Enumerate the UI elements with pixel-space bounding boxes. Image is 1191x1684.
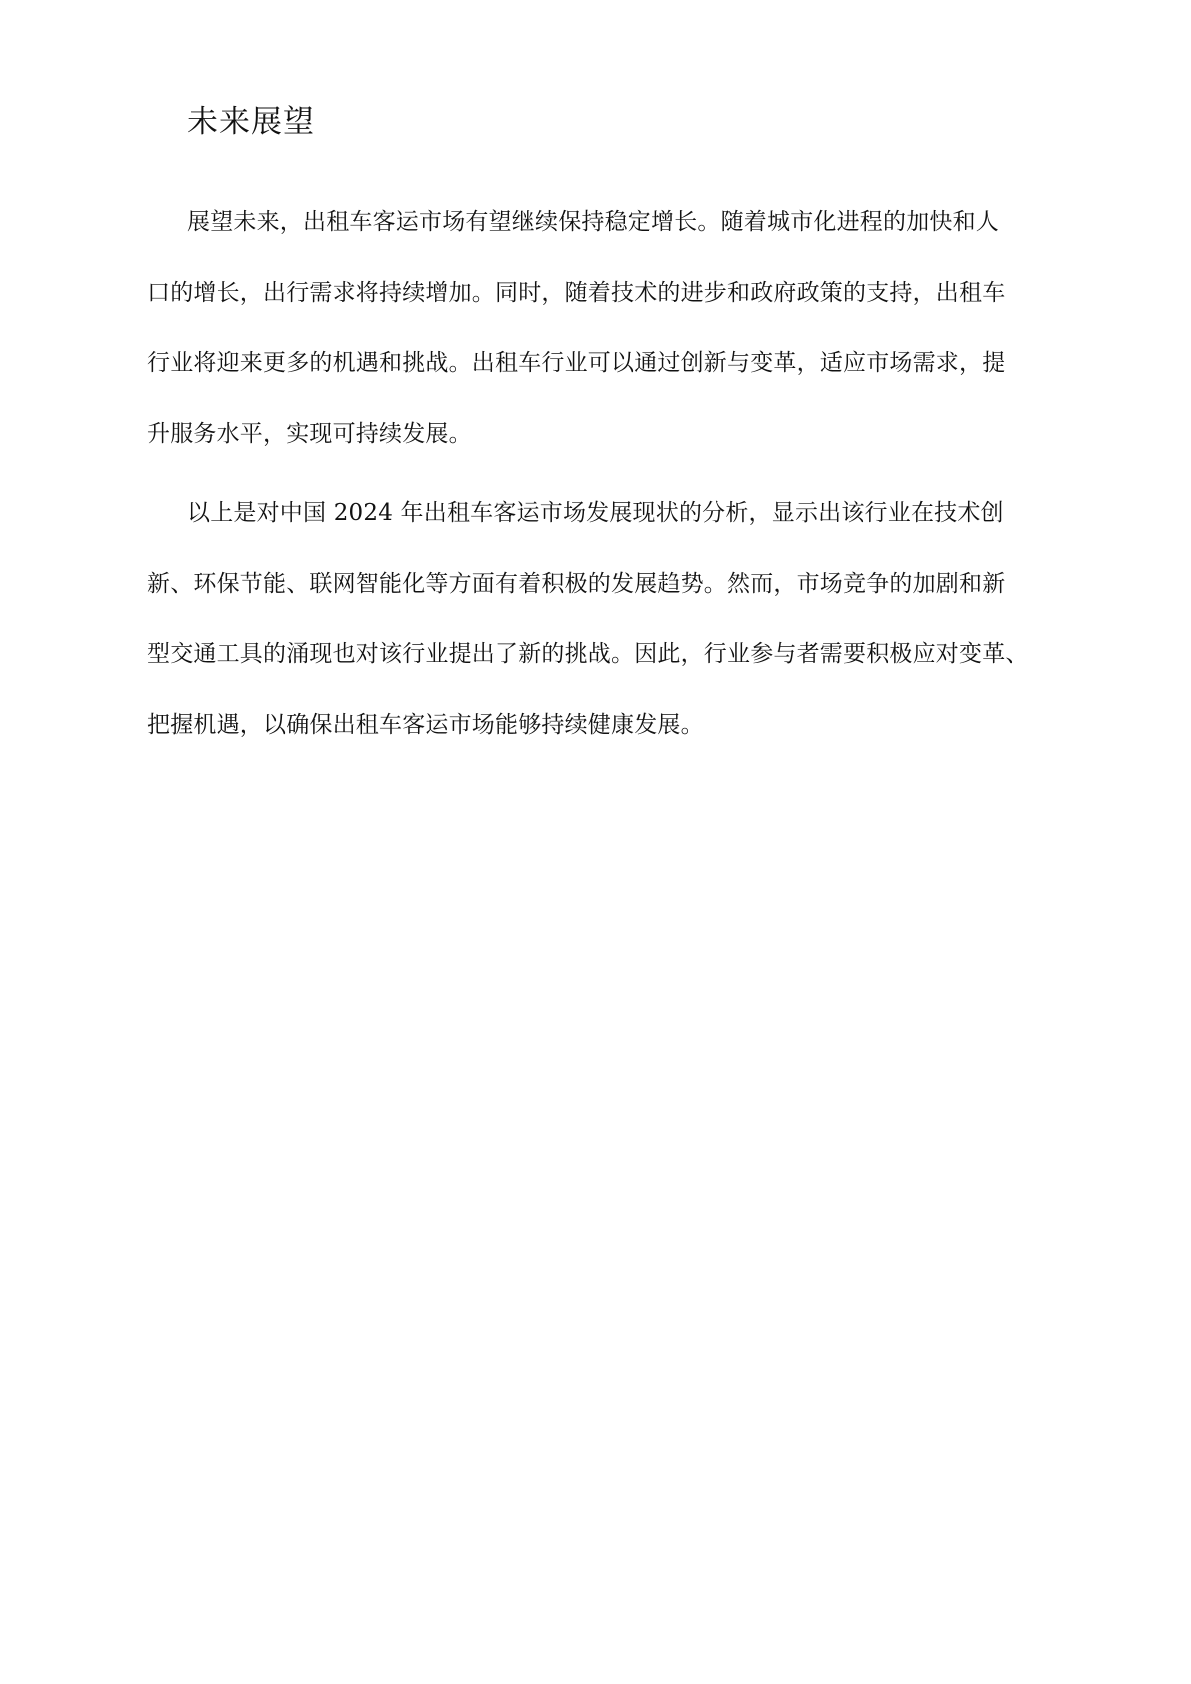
paragraph-line: 行业将迎来更多的机遇和挑战。出租车行业可以通过创新与变革，适应市场需求，提: [147, 350, 1006, 376]
paragraph-line: 展望未来，出租车客运市场有望继续保持稳定增长。随着城市化进程的加快和人: [187, 209, 999, 235]
section-heading: 未来展望: [187, 104, 315, 140]
paragraph-line: 口的增长，出行需求将持续增加。同时，随着技术的进步和政府政策的支持，出租车: [147, 280, 1006, 306]
paragraph-line: 以上是对中国 2024 年出租车客运市场发展现状的分析，显示出该行业在技术创: [187, 500, 1004, 526]
paragraph-line: 新、环保节能、联网智能化等方面有着积极的发展趋势。然而，市场竞争的加剧和新: [147, 571, 1006, 597]
paragraph-line: 把握机遇，以确保出租车客运市场能够持续健康发展。: [147, 712, 704, 738]
paragraph-line: 型交通工具的涌现也对该行业提出了新的挑战。因此，行业参与者需要积极应对变革、: [147, 641, 1029, 667]
paragraph-line: 升服务水平，实现可持续发展。: [147, 421, 472, 447]
